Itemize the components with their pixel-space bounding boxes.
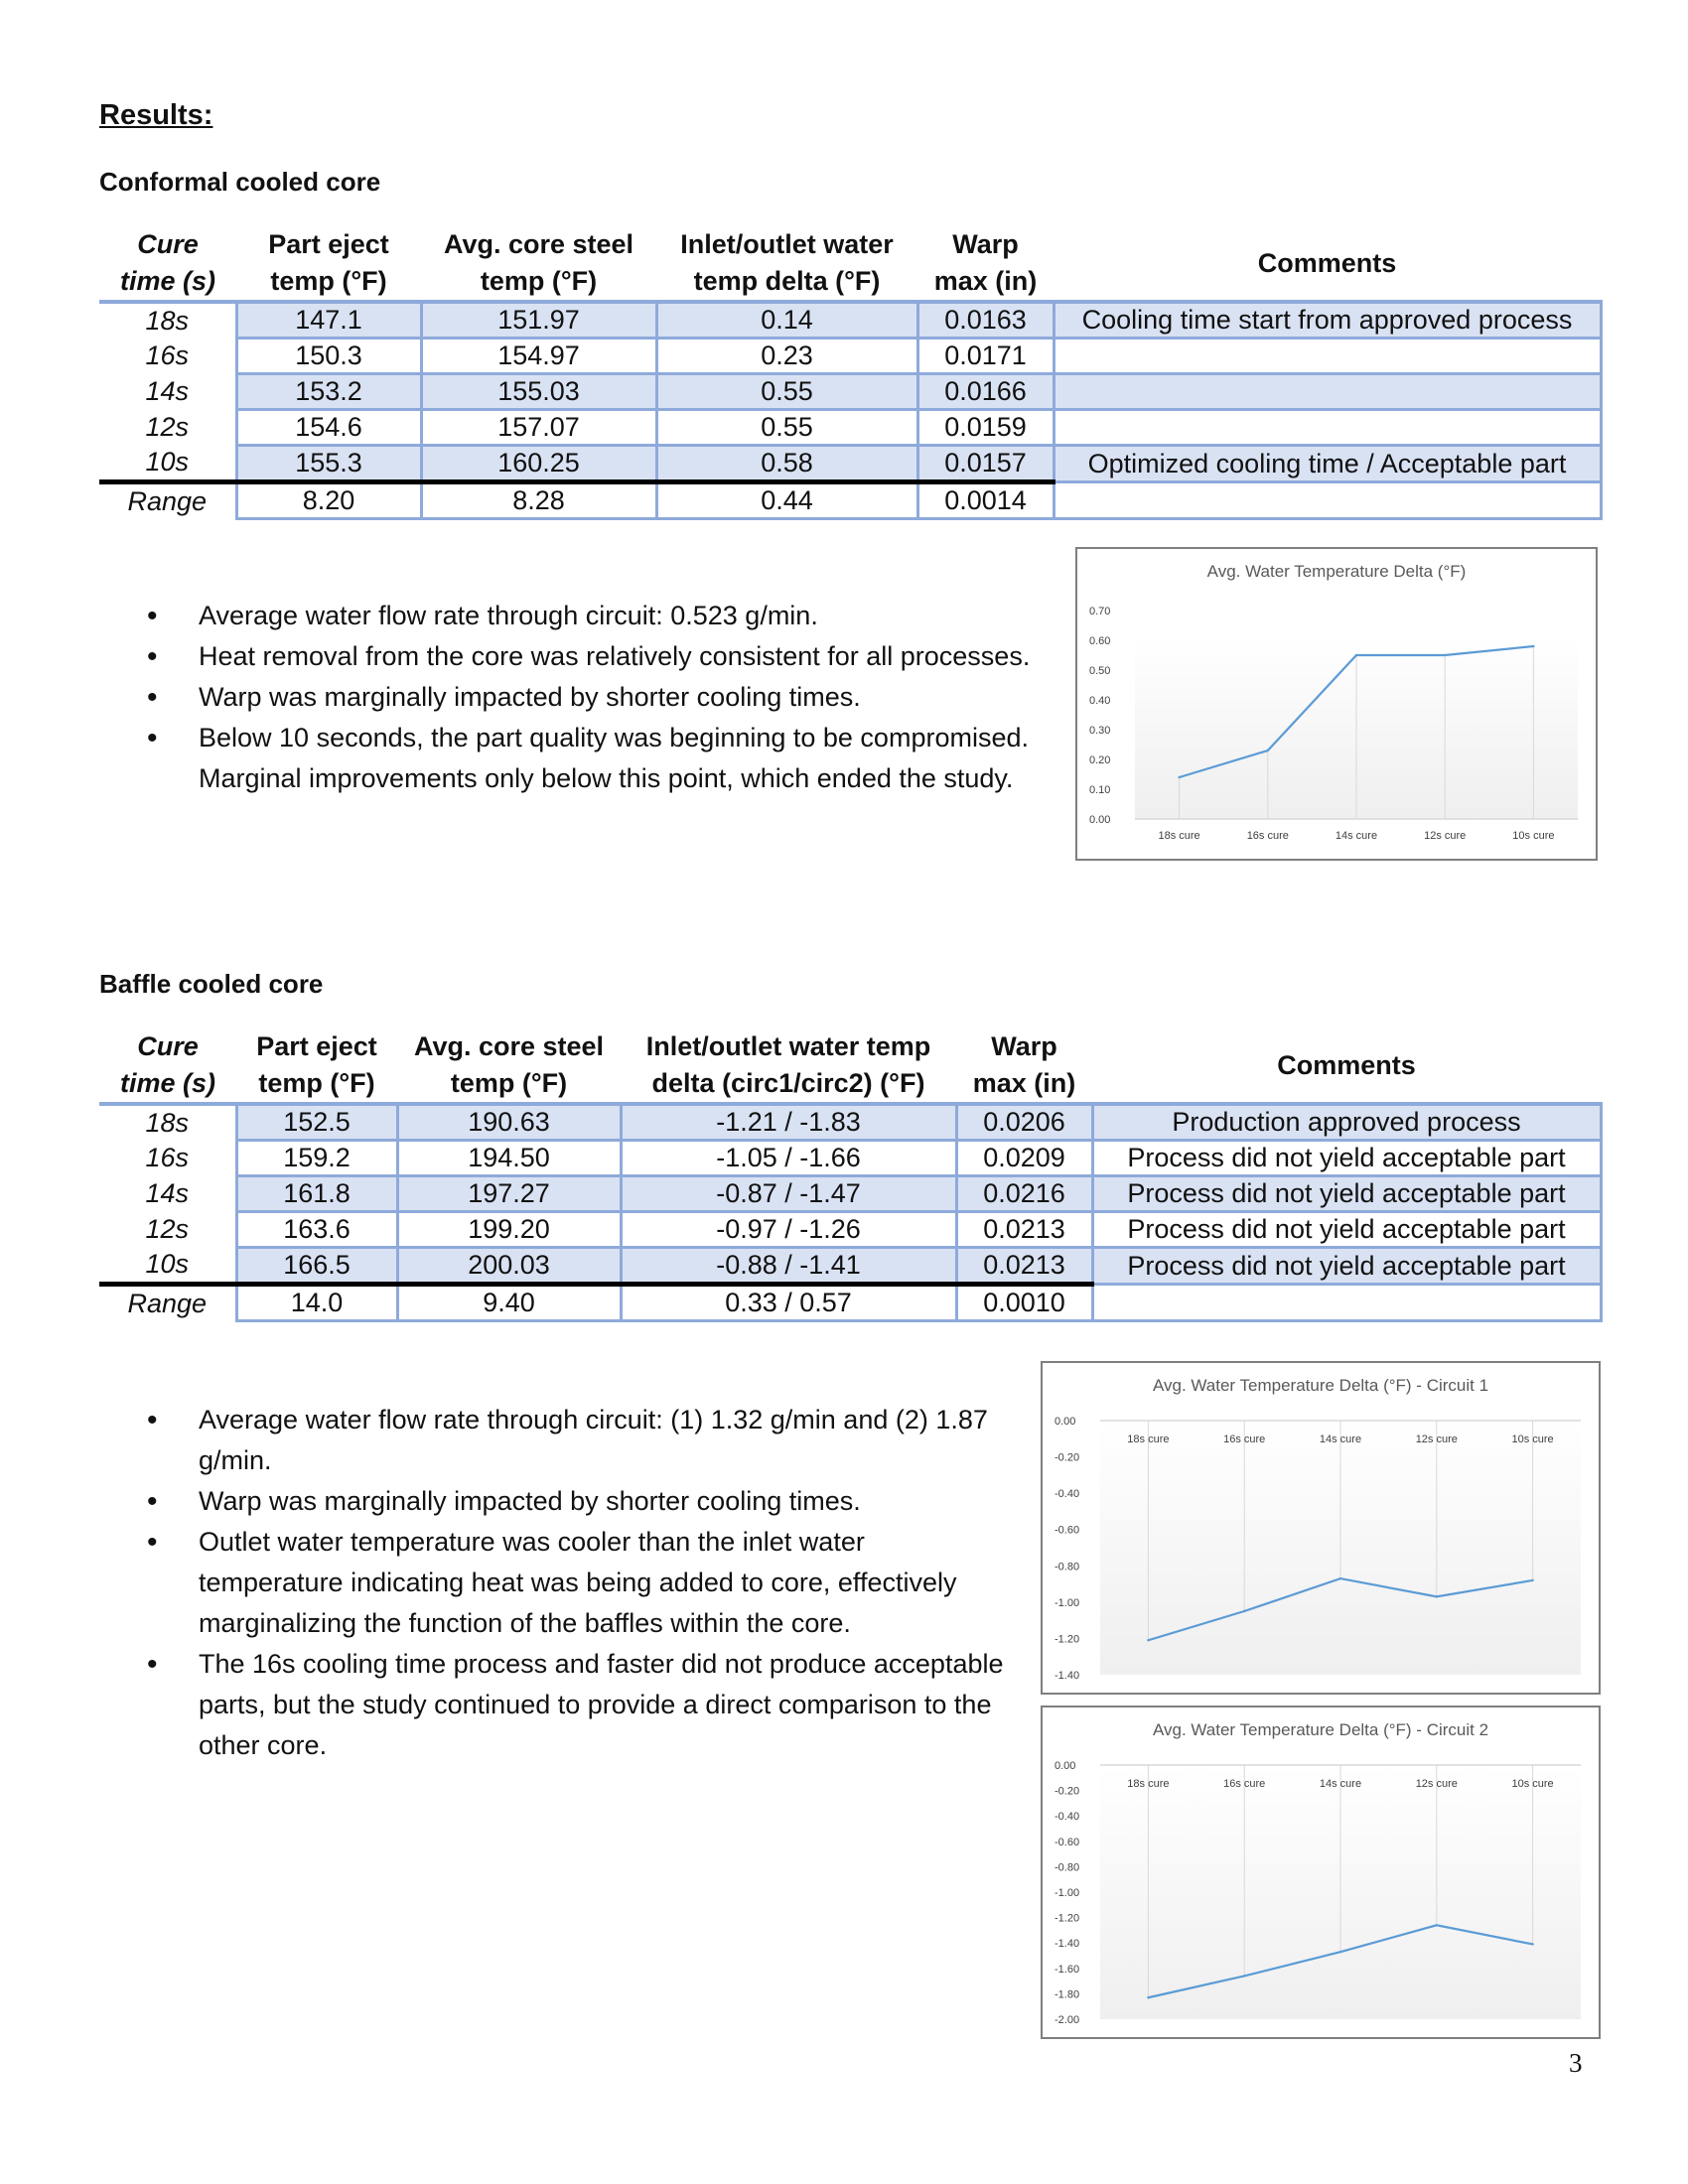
y-tick-label: -1.00: [1055, 1596, 1080, 1609]
cell-comment: Production approved process: [1092, 1104, 1601, 1141]
cell-comment: Process did not yield acceptable part: [1092, 1176, 1601, 1212]
cell-part-eject-temp: 152.5: [236, 1104, 397, 1141]
header-warp: Warp max (in): [933, 229, 1038, 296]
cell-comment: Cooling time start from approved process: [1054, 302, 1601, 339]
header-part-eject: Part eject temp (°F): [256, 1031, 377, 1098]
conformal-table: [99, 226, 1603, 520]
y-tick-label: 0.50: [1089, 665, 1111, 677]
y-tick-label: 0.30: [1089, 725, 1111, 737]
cell-core-steel-temp: 157.07: [421, 410, 656, 446]
bullet-item: • The 16s cooling time process and faster did not produce acceptable parts, but the study continued to provide a direct comparison to the other core.: [99, 1644, 1013, 1766]
data-point: [1243, 1610, 1245, 1612]
cell-core-steel-temp: 194.50: [397, 1141, 621, 1176]
y-tick-label: -0.80: [1055, 1861, 1080, 1874]
data-point: [1243, 1975, 1245, 1977]
data-point: [1147, 1996, 1149, 1998]
cell-comment: [1054, 410, 1601, 446]
table-row: [99, 374, 1601, 410]
x-tick-label: 14s cure: [1319, 1778, 1362, 1790]
cell-core-steel-temp: 160.25: [421, 446, 656, 482]
y-tick-label: -0.60: [1055, 1524, 1080, 1537]
range-row: [99, 1285, 1601, 1321]
bullet-item: • Heat removal from the core was relatively consistent for all processes.: [99, 636, 1053, 677]
cell-warp-max: 0.0157: [917, 446, 1054, 482]
table-row: [99, 302, 1601, 339]
data-point: [1436, 1924, 1438, 1926]
page-number: 3: [1569, 2048, 1583, 2078]
data-point: [1531, 1943, 1533, 1945]
cell-core-steel-temp: 190.63: [397, 1104, 621, 1141]
chart-svg: [1077, 549, 1596, 859]
header-comments: Comments: [1257, 247, 1397, 278]
y-tick-label: 0.20: [1089, 754, 1111, 766]
y-tick-label: -0.20: [1055, 1785, 1080, 1798]
table-row: [99, 1248, 1601, 1285]
chart-title: Avg. Water Temperature Delta (°F) - Circuit 2: [1152, 1720, 1489, 1739]
cell-core-steel-temp: 197.27: [397, 1176, 621, 1212]
range-cure-time: Range: [99, 1285, 236, 1321]
data-point: [1444, 654, 1446, 656]
cell-warp-max: 0.0166: [917, 374, 1054, 410]
cell-part-eject-temp: 161.8: [236, 1176, 397, 1212]
cell-warp-max: 0.0159: [917, 410, 1054, 446]
cell-water-delta: 0.55: [656, 410, 917, 446]
cell-part-eject-temp: 155.3: [236, 446, 421, 482]
x-tick-label: 10s cure: [1511, 1433, 1554, 1445]
range-warp-max: 0.0014: [917, 482, 1054, 519]
table-row: [99, 339, 1601, 374]
range-core-steel-temp: 9.40: [397, 1285, 621, 1321]
y-tick-label: 0.40: [1089, 695, 1111, 707]
cell-part-eject-temp: 166.5: [236, 1248, 397, 1285]
x-tick-label: 16s cure: [1223, 1433, 1266, 1445]
cell-core-steel-temp: 154.97: [421, 339, 656, 374]
y-tick-label: -1.40: [1055, 1938, 1080, 1951]
x-tick-label: 18s cure: [1127, 1433, 1170, 1445]
y-tick-label: -0.80: [1055, 1561, 1080, 1573]
cell-water-delta: 0.23: [656, 339, 917, 374]
cell-part-eject-temp: 147.1: [236, 302, 421, 339]
conformal-delta-chart: [1075, 547, 1598, 861]
chart-svg: [1043, 1363, 1599, 1693]
cell-comment: Process did not yield acceptable part: [1092, 1248, 1601, 1285]
cell-comment: [1054, 374, 1601, 410]
cell-water-delta: -1.05 / -1.66: [621, 1141, 956, 1176]
x-tick-label: 12s cure: [1415, 1778, 1458, 1790]
x-tick-label: 12s cure: [1415, 1433, 1458, 1445]
range-cure-time: Range: [99, 482, 236, 519]
cell-cure-time: 16s: [145, 341, 190, 370]
bullet-item: • Below 10 seconds, the part quality was beginning to be compromised. Marginal improvements only below this point, which ended the study.: [99, 718, 1053, 799]
cell-cure-time: 18s: [99, 302, 236, 339]
range-water-delta: 0.33 / 0.57: [621, 1285, 956, 1321]
header-part-eject: Part eject temp (°F): [268, 229, 389, 296]
header-water-delta: Inlet/outlet water temp delta (circ1/circ2) (°F): [645, 1031, 931, 1098]
circuit2-delta-chart: [1041, 1706, 1601, 2039]
header-comments: Comments: [1277, 1049, 1416, 1080]
cell-water-delta: -0.87 / -1.47: [621, 1176, 956, 1212]
cell-comment: Optimized cooling time / Acceptable part: [1054, 446, 1601, 482]
y-tick-label: 0.00: [1055, 1760, 1076, 1772]
y-tick-label: 0.60: [1089, 635, 1111, 647]
bullet-item: • Warp was marginally impacted by shorter cooling times.: [99, 677, 1053, 718]
range-row: [99, 482, 1601, 519]
range-part-eject-temp: 14.0: [236, 1285, 397, 1321]
cell-part-eject-temp: 154.6: [236, 410, 421, 446]
cell-core-steel-temp: 151.97: [421, 302, 656, 339]
cell-cure-time: 14s: [145, 1178, 190, 1208]
cell-water-delta: -0.88 / -1.41: [621, 1248, 956, 1285]
data-point: [1339, 1577, 1341, 1579]
y-tick-label: -0.60: [1055, 1836, 1080, 1848]
chart-svg: [1043, 1707, 1599, 2037]
y-tick-label: -0.40: [1055, 1811, 1080, 1824]
range-comment: [1092, 1285, 1601, 1321]
cell-water-delta: 0.58: [656, 446, 917, 482]
header-cure-time: Cure time (s): [119, 1031, 216, 1098]
baffle-notes: [99, 1400, 1013, 1766]
cell-part-eject-temp: 163.6: [236, 1212, 397, 1248]
data-point: [1532, 645, 1534, 647]
bullet-item: • Average water flow rate through circuit: (1) 1.32 g/min and (2) 1.87 g/min.: [99, 1400, 1013, 1481]
cell-warp-max: 0.0216: [956, 1176, 1092, 1212]
cell-cure-time: 10s: [145, 447, 190, 478]
y-tick-label: 0.00: [1089, 814, 1111, 826]
cell-warp-max: 0.0171: [917, 339, 1054, 374]
x-tick-label: 14s cure: [1319, 1433, 1362, 1445]
cell-core-steel-temp: 155.03: [421, 374, 656, 410]
cell-part-eject-temp: 150.3: [236, 339, 421, 374]
data-point: [1147, 1639, 1149, 1641]
bullet-item: • Outlet water temperature was cooler than the inlet water temperature indicating heat was being added to core, effectively marginalizing the function of the baffles within the core.: [99, 1522, 1013, 1644]
y-tick-label: -1.20: [1055, 1912, 1080, 1925]
range-warp-max: 0.0010: [956, 1285, 1092, 1321]
cell-water-delta: 0.14: [656, 302, 917, 339]
chart-title: Avg. Water Temperature Delta (°F) - Circuit 1: [1152, 1376, 1489, 1395]
cell-part-eject-temp: 159.2: [236, 1141, 397, 1176]
cell-cure-time: 14s: [145, 376, 190, 406]
range-core-steel-temp: 8.28: [421, 482, 656, 519]
cell-comment: [1054, 339, 1601, 374]
table-row: [99, 410, 1601, 446]
cell-cure-time: 18s: [99, 1104, 236, 1141]
range-comment: [1054, 482, 1601, 519]
x-tick-label: 10s cure: [1511, 1778, 1554, 1790]
data-point: [1178, 776, 1180, 778]
table-row: [99, 1212, 1601, 1248]
table-row: [99, 1176, 1601, 1212]
table-row: [99, 446, 1601, 482]
x-tick-label: 18s cure: [1127, 1778, 1170, 1790]
circuit1-delta-chart: [1041, 1361, 1601, 1695]
cell-core-steel-temp: 200.03: [397, 1248, 621, 1285]
table-row: [99, 1104, 1601, 1141]
header-water-delta: Inlet/outlet water temp delta (°F): [680, 229, 894, 296]
chart-title: Avg. Water Temperature Delta (°F): [1206, 562, 1467, 581]
cell-cure-time: 12s: [145, 412, 190, 442]
cell-warp-max: 0.0206: [956, 1104, 1092, 1141]
cell-warp-max: 0.0163: [917, 302, 1054, 339]
y-tick-label: -1.20: [1055, 1633, 1080, 1646]
y-tick-label: -2.00: [1055, 2014, 1080, 2026]
header-warp: Warp max (in): [972, 1031, 1076, 1098]
y-tick-label: -0.40: [1055, 1488, 1080, 1501]
header-cure-time: Cure time (s): [119, 229, 216, 296]
conformal-heading: Conformal cooled core: [99, 167, 381, 197]
table-header-row: [99, 226, 1601, 302]
y-tick-label: -0.20: [1055, 1451, 1080, 1464]
x-tick-label: 12s cure: [1424, 830, 1467, 842]
cell-water-delta: -0.97 / -1.26: [621, 1212, 956, 1248]
cell-comment: Process did not yield acceptable part: [1092, 1141, 1601, 1176]
y-tick-label: -1.40: [1055, 1670, 1080, 1682]
y-tick-label: 0.70: [1089, 606, 1111, 617]
cell-warp-max: 0.0209: [956, 1141, 1092, 1176]
cell-water-delta: 0.55: [656, 374, 917, 410]
baffle-table: [99, 1028, 1603, 1322]
range-water-delta: 0.44: [656, 482, 917, 519]
y-tick-label: -1.60: [1055, 1963, 1080, 1976]
y-tick-label: -1.00: [1055, 1887, 1080, 1899]
cell-core-steel-temp: 199.20: [397, 1212, 621, 1248]
header-core-steel: Avg. core steel temp (°F): [443, 229, 634, 296]
range-part-eject-temp: 8.20: [236, 482, 421, 519]
table-header-row: [99, 1028, 1601, 1104]
cell-part-eject-temp: 153.2: [236, 374, 421, 410]
data-point: [1531, 1579, 1533, 1581]
conformal-notes: [99, 596, 1053, 799]
results-heading: Results:: [99, 99, 213, 131]
cell-cure-time: 12s: [145, 1214, 190, 1244]
baffle-heading: Baffle cooled core: [99, 969, 324, 999]
cell-comment: Process did not yield acceptable part: [1092, 1212, 1601, 1248]
data-point: [1355, 654, 1357, 656]
cell-cure-time: 10s: [145, 1249, 190, 1280]
x-tick-label: 16s cure: [1223, 1778, 1266, 1790]
x-tick-label: 18s cure: [1158, 830, 1200, 842]
table-row: [99, 1141, 1601, 1176]
cell-cure-time: 16s: [145, 1143, 190, 1172]
x-tick-label: 14s cure: [1335, 830, 1378, 842]
cell-water-delta: -1.21 / -1.83: [621, 1104, 956, 1141]
y-tick-label: 0.10: [1089, 784, 1111, 796]
y-tick-label: -1.80: [1055, 1988, 1080, 2001]
data-point: [1267, 750, 1269, 751]
data-point: [1436, 1595, 1438, 1597]
x-tick-label: 16s cure: [1246, 830, 1289, 842]
x-tick-label: 10s cure: [1512, 830, 1555, 842]
data-point: [1339, 1951, 1341, 1953]
cell-warp-max: 0.0213: [956, 1212, 1092, 1248]
bullet-item: • Warp was marginally impacted by shorter cooling times.: [99, 1481, 1013, 1522]
bullet-item: • Average water flow rate through circuit: 0.523 g/min.: [99, 596, 1053, 636]
y-tick-label: 0.00: [1055, 1416, 1076, 1428]
header-core-steel: Avg. core steel temp (°F): [413, 1031, 605, 1098]
cell-warp-max: 0.0213: [956, 1248, 1092, 1285]
